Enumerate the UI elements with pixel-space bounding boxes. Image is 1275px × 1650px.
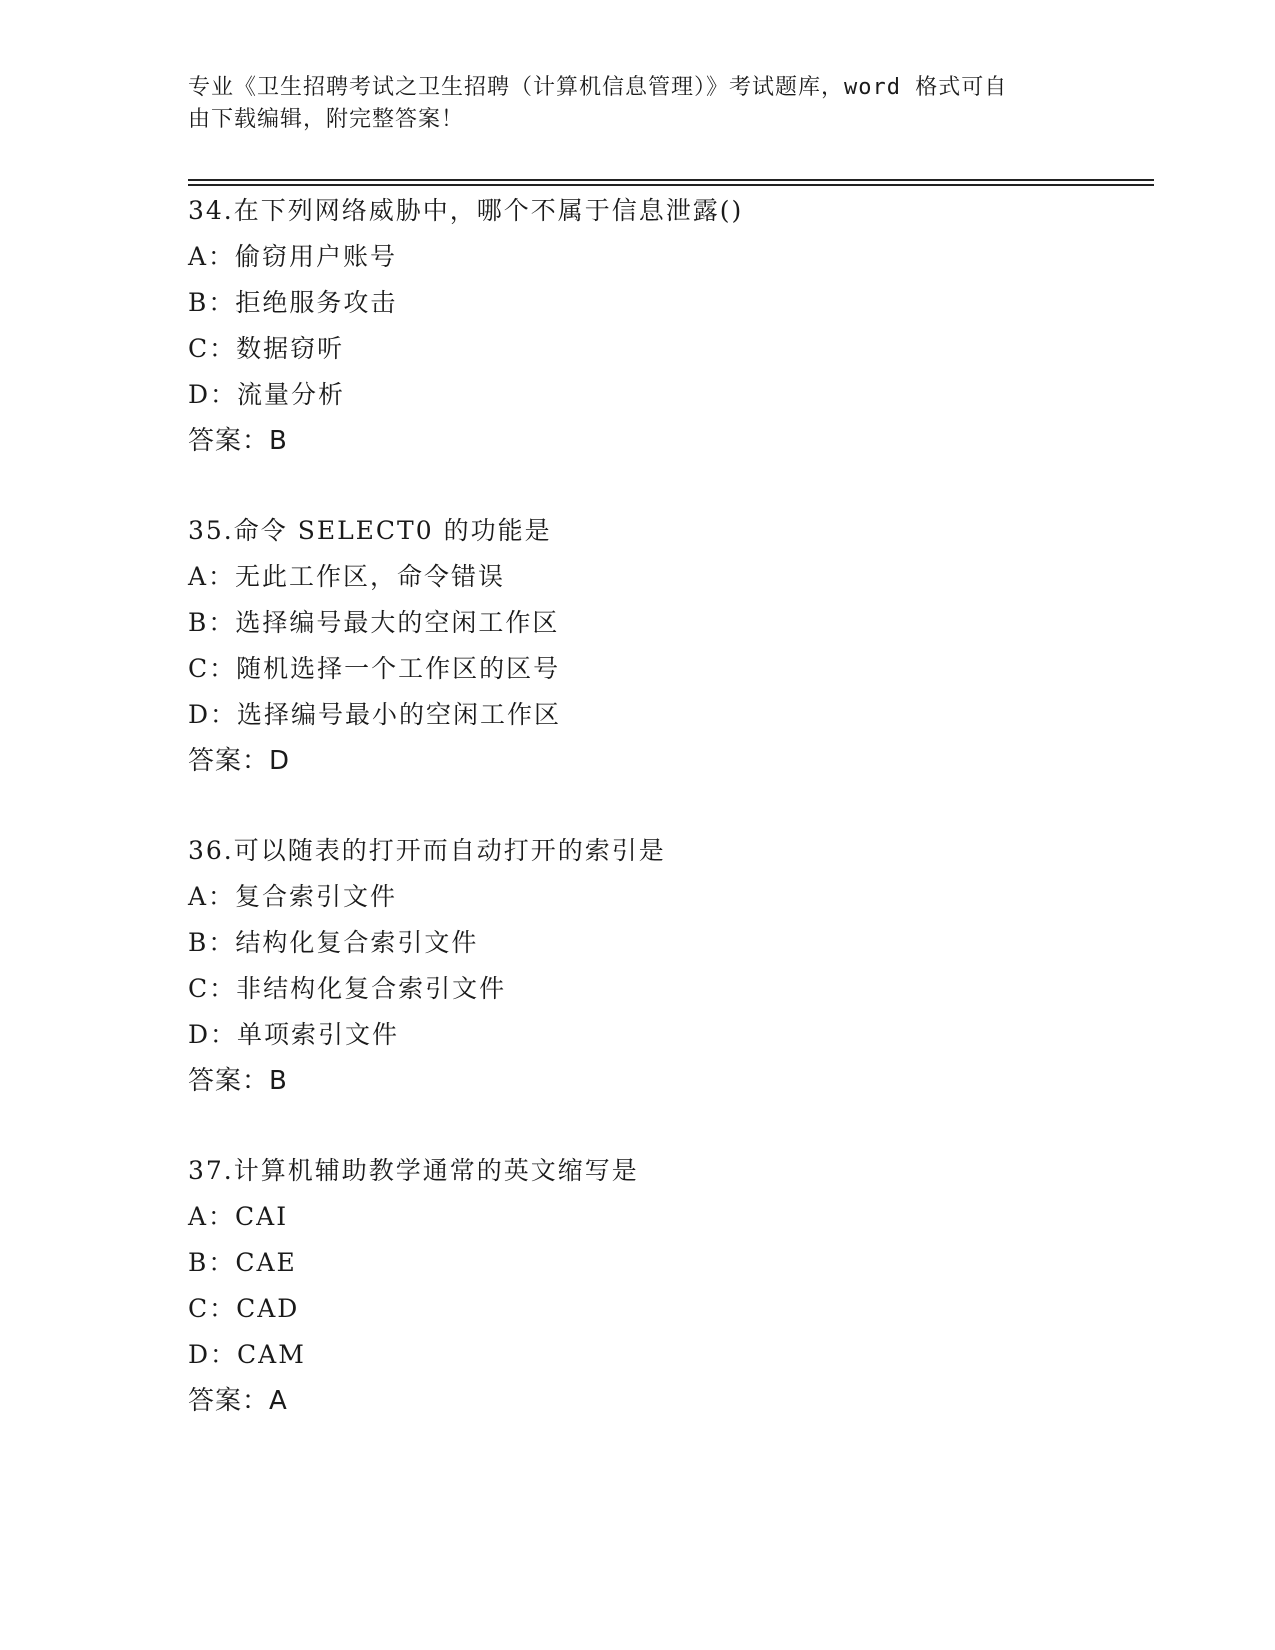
option-c: C：非结构化复合索引文件 — [188, 974, 507, 1003]
answer-label: 答案：B — [188, 1066, 288, 1096]
option-b: B：选择编号最大的空闲工作区 — [188, 608, 560, 637]
option-b: B：结构化复合索引文件 — [188, 928, 479, 957]
option-d: D：选择编号最小的空闲工作区 — [188, 700, 562, 729]
header-divider-top — [188, 179, 1154, 181]
option-c: C：CAD — [188, 1294, 300, 1323]
question-37 — [188, 1148, 1088, 1424]
question-34 — [188, 188, 1088, 464]
document-header — [188, 72, 1088, 136]
question-36 — [188, 828, 1088, 1104]
option-a: A：无此工作区，命令错误 — [188, 562, 506, 591]
option-a: A：偷窃用户账号 — [188, 242, 398, 271]
option-a: A：CAI — [188, 1202, 289, 1231]
option-c: C：数据窃听 — [188, 334, 345, 363]
question-stem: 35.命令 SELECT0 的功能是 — [188, 516, 552, 545]
question-35 — [188, 508, 1088, 784]
option-b: B：拒绝服务攻击 — [188, 288, 398, 317]
answer-label: 答案：D — [188, 746, 291, 776]
question-stem: 36.可以随表的打开而自动打开的索引是 — [188, 836, 666, 865]
option-d: D：流量分析 — [188, 380, 346, 409]
answer-label: 答案：A — [188, 1386, 288, 1416]
header-line-2: 由下载编辑，附完整答案！ — [188, 107, 465, 132]
option-d: D：CAM — [188, 1340, 306, 1369]
question-stem: 34.在下列网络威胁中，哪个不属于信息泄露() — [188, 196, 744, 225]
header-line-1: 专业《卫生招聘考试之卫生招聘（计算机信息管理）》考试题库，word 格式可自 — [188, 75, 1008, 100]
answer-label: 答案：B — [188, 426, 288, 456]
option-a: A：复合索引文件 — [188, 882, 398, 911]
question-stem: 37.计算机辅助教学通常的英文缩写是 — [188, 1156, 639, 1185]
option-b: B：CAE — [188, 1248, 297, 1277]
option-c: C：随机选择一个工作区的区号 — [188, 654, 561, 683]
option-d: D：单项索引文件 — [188, 1020, 400, 1049]
header-divider-bottom — [188, 184, 1154, 186]
